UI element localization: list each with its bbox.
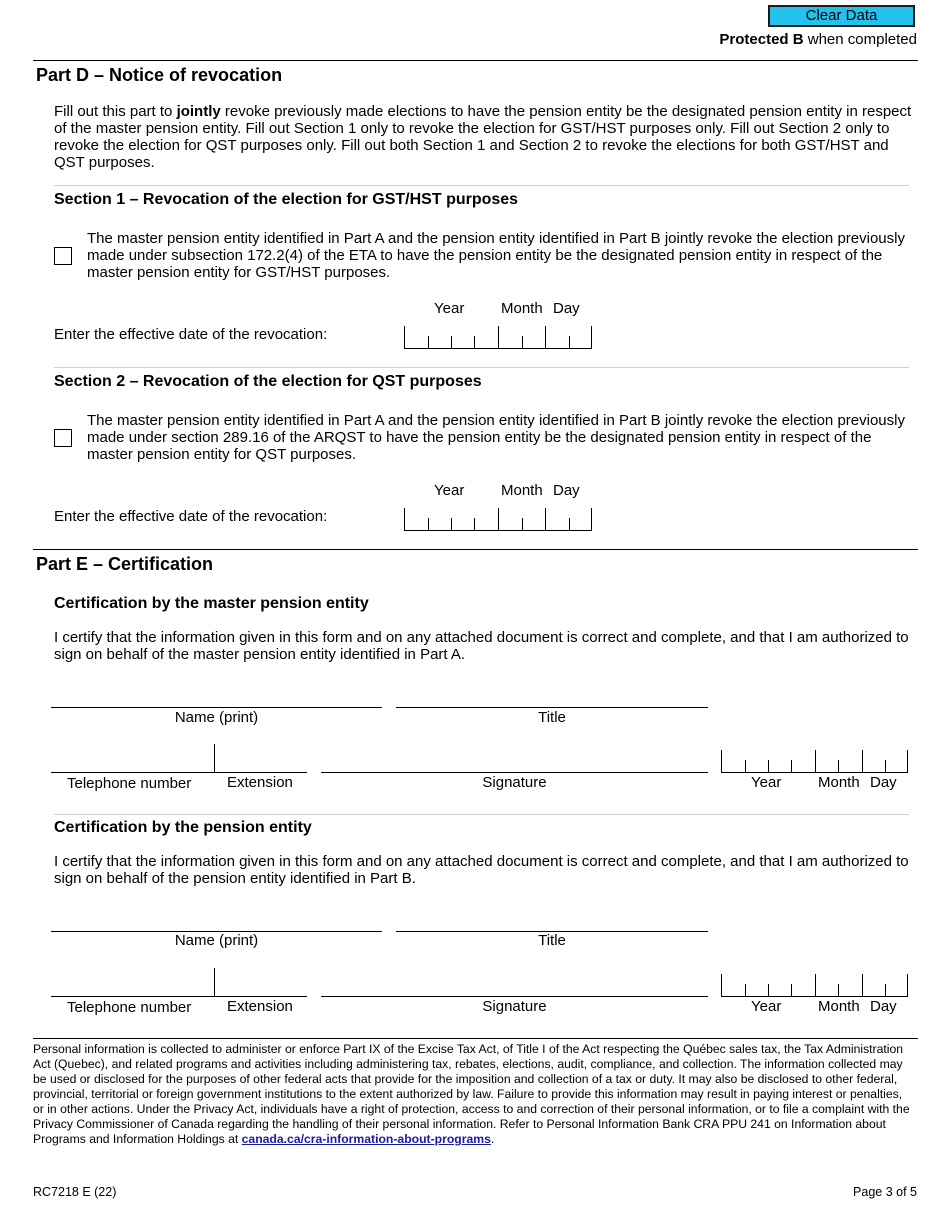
section-2-date-label: Enter the effective date of the revocation: xyxy=(54,508,328,525)
page-number: Page 3 of 5 xyxy=(853,1185,917,1199)
divider xyxy=(33,549,918,550)
telephone-label: Telephone number xyxy=(67,999,192,1016)
master-title-input[interactable] xyxy=(396,707,708,708)
section-2-title: Section 2 – Revocation of the election for QST purposes xyxy=(54,373,482,390)
section-2-checkbox[interactable] xyxy=(54,429,72,447)
date-month-label: Month xyxy=(818,998,860,1015)
section-1-checkbox[interactable] xyxy=(54,247,72,265)
pension-certification-title: Certification by the pension entity xyxy=(54,819,312,836)
date-day-label: Day xyxy=(870,774,897,791)
extension-label: Extension xyxy=(227,774,293,791)
protected-b-notice: Protected B when completed xyxy=(719,31,917,48)
pension-certification-text: I certify that the information given in this form and on any attached document is correct and complete, and that I am authorized to sign on behalf of the pension entity identified in Part B. xyxy=(54,853,909,887)
divider xyxy=(33,1038,918,1039)
title-label: Title xyxy=(538,932,566,949)
pension-telephone-input[interactable] xyxy=(51,996,307,997)
divider xyxy=(54,367,909,368)
master-certification-text: I certify that the information given in this form and on any attached document is correct and complete, and that I am authorized to sign on behalf of the master pension entity identified in Part A. xyxy=(54,629,909,663)
master-certification-title: Certification by the master pension entity xyxy=(54,595,369,612)
section-1-title: Section 1 – Revocation of the election for GST/HST purposes xyxy=(54,191,519,208)
date-month-label: Month xyxy=(501,300,543,317)
part-d-title: Part D – Notice of revocation xyxy=(36,65,283,85)
section-1-text: The master pension entity identified in Part A and the pension entity identified in Part B jointly revoke the election previously made under subsection 172.2(4) of the ETA to have the pension entity be the designated pension entity in respect of the master pension entity for GST/HST purposes. xyxy=(87,230,905,281)
title-label: Title xyxy=(538,709,566,726)
form-id: RC7218 E (22) xyxy=(33,1185,117,1199)
divider xyxy=(54,185,909,186)
signature-label: Signature xyxy=(482,774,547,791)
section-1-date-input[interactable] xyxy=(404,326,592,349)
master-telephone-input[interactable] xyxy=(51,772,307,773)
telephone-label: Telephone number xyxy=(67,775,192,792)
section-2-text: The master pension entity identified in Part A and the pension entity identified in Part B jointly revoke the election previously made under section 289.16 of the ARQST to have the pension entity be the designated pension entity in respect of the master pension entity for QST purposes. xyxy=(87,412,905,463)
master-name-input[interactable] xyxy=(51,707,382,708)
pension-signature-date-input[interactable] xyxy=(721,974,908,997)
date-month-label: Month xyxy=(501,482,543,499)
cra-programs-link[interactable]: canada.ca/cra-information-about-programs xyxy=(241,1132,491,1146)
date-day-label: Day xyxy=(553,300,580,317)
date-month-label: Month xyxy=(818,774,860,791)
part-d-intro: Fill out this part to jointly revoke previously made elections to have the pension entity be the designated pension entity in respect of the master pension entity. Fill out Section 1 only to revoke the election for GST/HST purposes only. Fill out Section 2 only to revoke the election for QST purposes only. Fill out both Section 1 and Section 2 to revoke the elections for both GST/HST and QST purposes. xyxy=(54,103,912,171)
date-year-label: Year xyxy=(434,482,465,499)
date-day-label: Day xyxy=(870,998,897,1015)
master-signature-input[interactable] xyxy=(321,772,708,773)
divider xyxy=(54,814,909,815)
extension-label: Extension xyxy=(227,998,293,1015)
section-2-date-input[interactable] xyxy=(404,508,592,531)
date-year-label: Year xyxy=(751,774,782,791)
extension-separator xyxy=(214,968,215,996)
name-label: Name (print) xyxy=(174,709,259,726)
divider xyxy=(33,60,918,61)
clear-data-button[interactable]: Clear Data xyxy=(768,5,915,27)
date-year-label: Year xyxy=(434,300,465,317)
date-day-label: Day xyxy=(553,482,580,499)
master-signature-date-input[interactable] xyxy=(721,750,908,773)
date-year-label: Year xyxy=(751,998,782,1015)
privacy-notice: Personal information is collected to administer or enforce Part IX of the Excise Tax Act, of Title I of the Act respecting the Québec sales tax, the Tax Administration Act (Quebec), and related programs and activities including administering tax, rebates, elections, audit, compliance, and collection. The information collected may be used or disclosed for the purposes of other federal acts that provide for the imposition and collection of a tax or duty. It may also be disclosed to other federal, provincial, territorial or foreign government institutions to the extent authorized by law. Failure to provide this information may result in paying interest or penalties, or in other actions. Under the Privacy Act, individuals have a right of protection, access to and correction of their personal information, or to file a complaint with the Privacy Commissioner of Canada regarding the handling of their personal information. Refer to Personal Information Bank CRA PPU 241 on Information about Programs and Information Holdings at canada.ca/cra-information-about-programs. xyxy=(33,1042,910,1146)
pension-signature-input[interactable] xyxy=(321,996,708,997)
name-label: Name (print) xyxy=(174,932,259,949)
signature-label: Signature xyxy=(482,998,547,1015)
part-e-title: Part E – Certification xyxy=(36,554,214,574)
extension-separator xyxy=(214,744,215,772)
section-1-date-label: Enter the effective date of the revocation: xyxy=(54,326,328,343)
